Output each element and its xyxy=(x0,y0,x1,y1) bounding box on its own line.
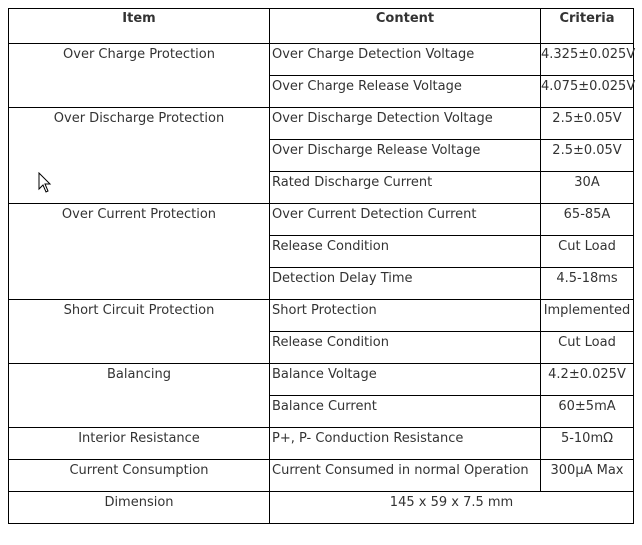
criteria-cell: 5-10mΩ xyxy=(541,428,634,460)
content-cell: Balance Voltage xyxy=(270,364,541,396)
header-criteria: Criteria xyxy=(541,9,634,44)
item-cell-dimension: Dimension xyxy=(9,492,270,524)
content-cell: Detection Delay Time xyxy=(270,268,541,300)
header-content: Content xyxy=(270,9,541,44)
content-cell: Balance Current xyxy=(270,396,541,428)
criteria-cell: Cut Load xyxy=(541,236,634,268)
content-cell: Current Consumed in normal Operation xyxy=(270,460,541,492)
table-row xyxy=(9,428,634,460)
table-row xyxy=(9,460,634,492)
content-cell: Over Discharge Release Voltage xyxy=(270,140,541,172)
item-cell: Interior Resistance xyxy=(9,428,270,460)
content-cell: Release Condition xyxy=(270,332,541,364)
table-row xyxy=(9,204,634,236)
item-cell: Current Consumption xyxy=(9,460,270,492)
content-cell: Short Protection xyxy=(270,300,541,332)
table-row xyxy=(9,44,634,76)
item-cell: Short Circuit Protection xyxy=(9,300,270,364)
criteria-cell: 300μA Max xyxy=(541,460,634,492)
criteria-cell: 4.325±0.025V xyxy=(541,44,634,76)
content-cell: Over Charge Release Voltage xyxy=(270,76,541,108)
content-cell: P+, P- Conduction Resistance xyxy=(270,428,541,460)
criteria-cell: 2.5±0.05V xyxy=(541,108,634,140)
criteria-cell: 4.5-18ms xyxy=(541,268,634,300)
item-cell: Over Discharge Protection xyxy=(9,108,270,204)
criteria-cell: 4.2±0.025V xyxy=(541,364,634,396)
item-cell: Over Current Protection xyxy=(9,204,270,300)
content-cell: Rated Discharge Current xyxy=(270,172,541,204)
table-row xyxy=(9,364,634,396)
content-cell: Over Current Detection Current xyxy=(270,204,541,236)
content-cell: Release Condition xyxy=(270,236,541,268)
criteria-cell: 4.075±0.025V xyxy=(541,76,634,108)
item-cell: Balancing xyxy=(9,364,270,428)
dimension-value: 145 x 59 x 7.5 mm xyxy=(270,492,634,524)
item-cell: Over Charge Protection xyxy=(9,44,270,108)
table-header-row xyxy=(9,9,634,44)
header-item: Item xyxy=(9,9,270,44)
content-cell: Over Discharge Detection Voltage xyxy=(270,108,541,140)
criteria-cell: 60±5mA xyxy=(541,396,634,428)
criteria-cell: 65-85A xyxy=(541,204,634,236)
criteria-cell: 30A xyxy=(541,172,634,204)
specification-table xyxy=(8,8,634,524)
table-row xyxy=(9,108,634,140)
arrow-cursor-icon xyxy=(38,172,52,194)
content-cell: Over Charge Detection Voltage xyxy=(270,44,541,76)
table-row-dimension xyxy=(9,492,634,524)
criteria-cell: Cut Load xyxy=(541,332,634,364)
criteria-cell: 2.5±0.05V xyxy=(541,140,634,172)
criteria-cell: Implemented xyxy=(541,300,634,332)
table-row xyxy=(9,300,634,332)
